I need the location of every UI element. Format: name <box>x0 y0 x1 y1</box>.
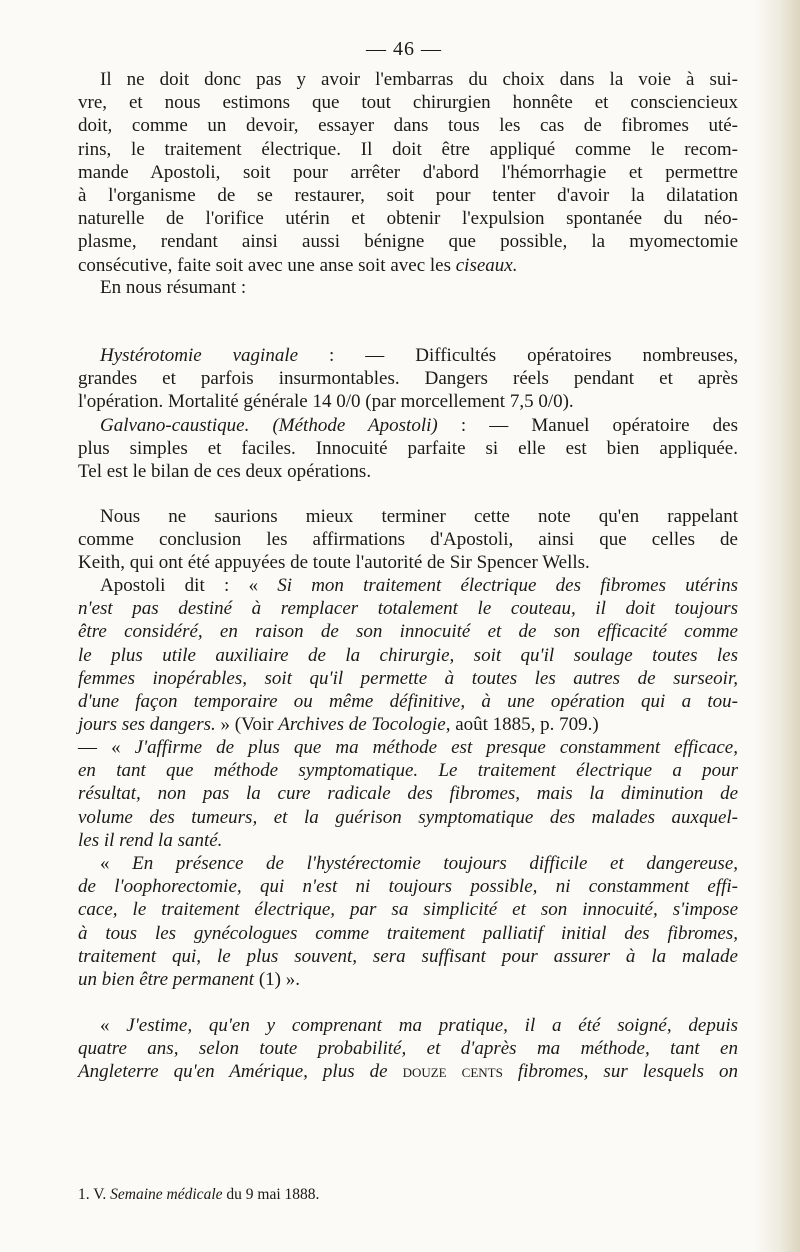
quote-text: jours ses dangers. <box>78 714 216 736</box>
footnote <box>78 1186 319 1204</box>
footnote-date: du 9 mai 1888. <box>222 1186 320 1203</box>
text-run: Apostoli dit : « <box>100 575 278 596</box>
text-run: : — Manuel opératoire des <box>437 415 738 436</box>
text-run: : — Difficultés opératoires nombreuses, <box>298 345 738 366</box>
text-run: « <box>100 1015 127 1036</box>
quote-line: de l'oophorectomie, qui n'est ni toujours possible, ni constamment effi- <box>78 876 738 898</box>
quote-text: Angleterre qu'en Amérique, plus de <box>78 1061 403 1083</box>
text-line: Keith, qui ont été appuyées de toute l'autorité de Sir Spencer Wells. <box>78 552 590 574</box>
text-line <box>78 713 738 736</box>
text-line <box>78 574 738 597</box>
paragraph-apostoli-quote <box>78 574 738 736</box>
quote-text: un bien être permanent <box>78 968 255 990</box>
footnote-reference: (1) ». <box>254 968 300 990</box>
text-line: l'opération. Mortalité générale 14 0/0 (par morcellement 7,5 0/0). <box>78 391 574 413</box>
text-run: » (Voir <box>215 714 279 736</box>
quote-line: à tous les gynécologues comme traitement palliatif initial des fibromes, <box>78 922 738 944</box>
footnote-marker: 1. V. <box>78 1186 111 1203</box>
quote-line: quatre ans, selon toute probabilité, et d'après ma méthode, tant en <box>78 1038 738 1060</box>
paragraph-galvano-caustique <box>78 414 738 484</box>
quote-text: fibromes, sur lesquels on <box>502 1061 738 1083</box>
paragraph-affirmation-quote <box>78 736 738 852</box>
paragraph-intro <box>78 68 738 277</box>
quote-line: être considéré, en raison de son innocuité et de son efficacité comme <box>78 621 738 643</box>
quote-line: traitement qui, le plus souvent, sera suffisant pour assurer à la malade <box>78 945 738 967</box>
text-line <box>78 414 738 437</box>
text-line: grandes et parfois insurmontables. Dangers réels pendant et après <box>78 368 738 390</box>
text-line <box>78 1014 738 1037</box>
page-number: — 46 — <box>366 38 442 60</box>
quote-line: d'une façon temporaire ou même définitive, à une opération qui a tou- <box>78 690 738 712</box>
text-run: consécutive, faite soit avec une anse soit avec les <box>78 254 451 276</box>
text-line: comme conclusion les affirmations d'Apostoli, ainsi que celles de <box>78 529 738 551</box>
quote-text: En présence de l'hystérectomie toujours difficile et dangereuse, <box>132 853 739 874</box>
text-line <box>78 344 738 367</box>
text-run: , août 1885, p. 709.) <box>445 714 599 736</box>
paragraph-estimate-quote <box>78 1014 738 1084</box>
footnote-source: Semaine médicale <box>110 1186 223 1203</box>
quote-text: Si mon traitement électrique des fibromes utérins <box>277 575 738 596</box>
smallcaps-number: douze cents <box>402 1061 503 1083</box>
text-run: — « <box>78 737 135 758</box>
quote-line: volume des tumeurs, et la guérison symptomatique des malades auxquel- <box>78 806 738 828</box>
quote-text: J'estime, qu'en y comprenant ma pratique, il a été soigné, depuis <box>126 1015 738 1036</box>
text-line <box>78 254 738 277</box>
text-line: rins, le traitement électrique. Il doit être appliqué comme le recom- <box>78 138 738 160</box>
section-term: Hystérotomie vaginale <box>100 345 299 366</box>
quote-line: cace, le traitement électrique, par sa simplicité et son innocuité, s'impose <box>78 899 738 921</box>
quote-line: les il rend la santé. <box>78 829 223 851</box>
text-line: naturelle de l'orifice utérin et obtenir l'expulsion spontanée du néo- <box>78 208 738 230</box>
text-line <box>78 968 738 991</box>
quote-line: femmes inopérables, soit qu'il permette à toutes les autres de surseoir, <box>78 667 738 689</box>
text-line: à l'organisme de se restaurer, soit pour tenter d'avoir la dilatation <box>78 184 738 206</box>
text-line: doit, comme un devoir, essayer dans tous les cas de fibromes uté- <box>78 115 738 137</box>
text-line <box>78 852 738 875</box>
text-line: Nous ne saurions mieux terminer cette note qu'en rappelant <box>100 506 738 527</box>
italic-term: ciseaux. <box>455 254 518 276</box>
text-line: plus simples et faciles. Innocuité parfaite si elle est bien appliquée. <box>78 438 738 460</box>
text-line: En nous résumant : <box>100 277 247 298</box>
text-line: Tel est le bilan de ces deux opérations. <box>78 461 372 483</box>
text-line: mande Apostoli, soit pour arrêter d'abord l'hémorrhagie et permettre <box>78 161 738 183</box>
text-line <box>78 1060 738 1083</box>
paragraph-summary-intro <box>78 276 738 299</box>
journal-title: Archives de Tocologie <box>278 714 446 736</box>
text-line <box>78 736 738 759</box>
text-run: « <box>100 853 133 874</box>
quote-line: le plus utile auxiliaire de la chirurgie, soit qu'il soulage toutes les <box>78 644 738 666</box>
quote-line: résultat, non pas la cure radicale des fibromes, mais la diminution de <box>78 783 738 805</box>
text-line: vre, et nous estimons que tout chirurgien honnête et consciencieux <box>78 92 738 114</box>
text-line: Il ne doit donc pas y avoir l'embarras du choix dans la voie à sui- <box>100 69 738 90</box>
paragraph-hysterectomie-quote <box>78 852 738 991</box>
quote-line: n'est pas destiné à remplacer totalement le couteau, il doit toujours <box>78 598 738 620</box>
page-edge-shadow <box>754 0 800 1252</box>
paragraph-hysterotomie <box>78 344 738 414</box>
section-term: Galvano-caustique. (Méthode Apostoli) <box>100 415 438 436</box>
quote-line: en tant que méthode symptomatique. Le traitement électrique a pour <box>78 760 738 782</box>
text-line: plasme, rendant ainsi aussi bénigne que possible, la myomectomie <box>78 231 738 253</box>
quote-text: J'affirme de plus que ma méthode est presque constamment efficace, <box>134 737 738 758</box>
paragraph-conclusion <box>78 505 738 575</box>
